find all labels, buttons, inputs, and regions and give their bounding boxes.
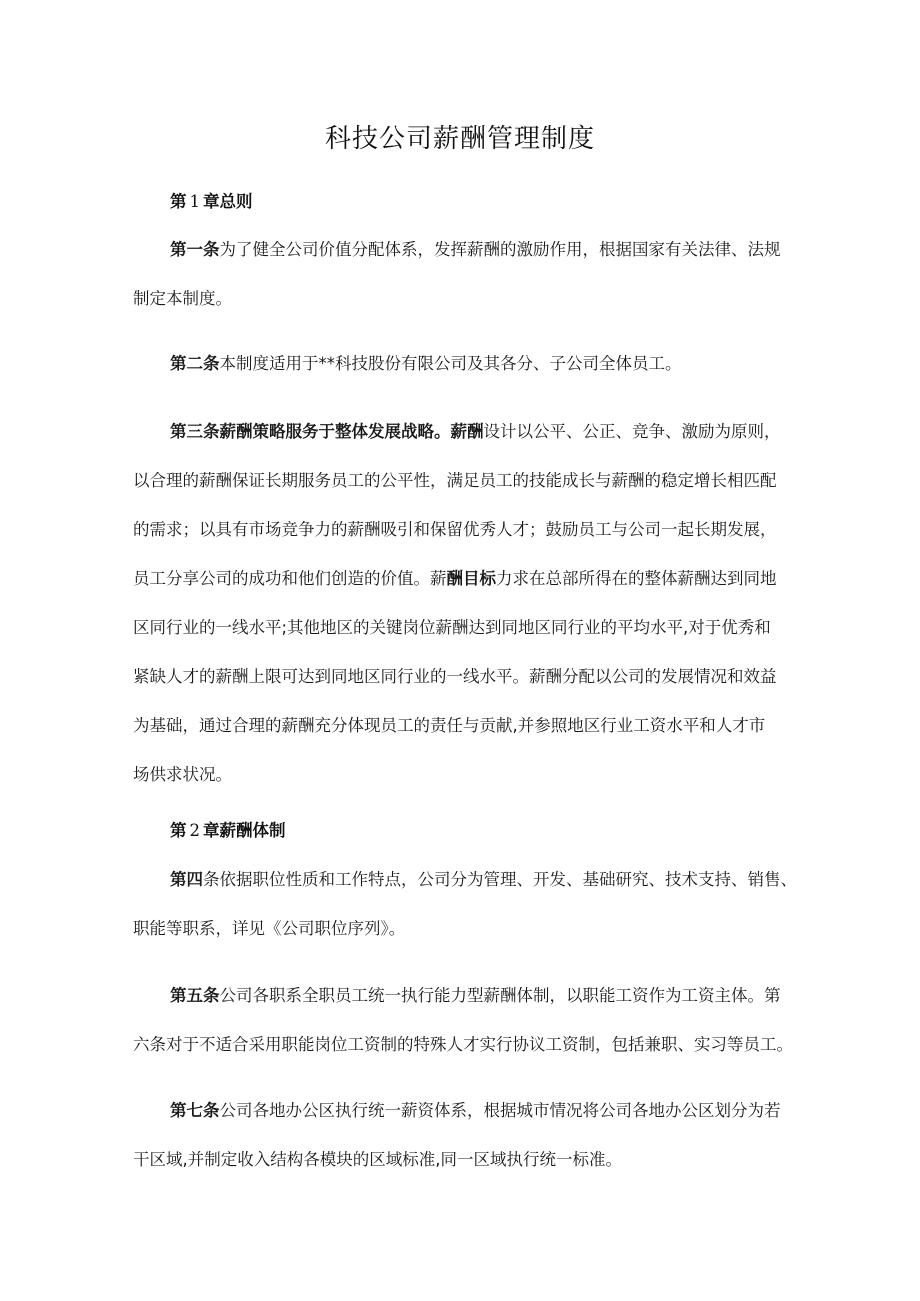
article-3-line-2: 以合理的薪酬保证长期服务员工的公平性，满足员工的技能成长与薪酬的稳定增长相匹配	[133, 471, 777, 490]
article-label: 第三条薪酬策略服务于整体发展战略。薪酬	[170, 422, 484, 441]
article-5-line-2: 六条对于不适合采用职能岗位工资制的特殊人才实行协议工资制，包括兼职、实习等员工。	[133, 1035, 793, 1054]
article-label: 第二条	[170, 354, 220, 373]
article-5-line-1	[170, 984, 781, 1008]
article-label: 第四	[170, 870, 203, 889]
article-2-line-1	[170, 352, 682, 376]
article-3-line-1	[170, 420, 781, 444]
chapter-title: 章总则	[203, 192, 253, 211]
chapter-prefix: 第	[170, 192, 187, 211]
chapter-heading-1	[170, 190, 253, 214]
article-1-line-1	[170, 238, 781, 262]
chapter-title: 章薪酬体制	[203, 821, 286, 840]
article-7-line-2: 干区域,并制定收入结构各模块的区域标准,同一区域执行统一标准。	[133, 1150, 622, 1169]
article-1-line-2: 制定本制度。	[133, 289, 232, 308]
article-4-line-1	[170, 868, 797, 892]
article-text: 为了健全公司价值分配体系，发挥薪酬的激励作用，根据国家有关法律、法规	[219, 240, 781, 259]
article-text: 力求在总部所得在的整体薪酬达到同地	[496, 569, 777, 588]
article-text: 本制度适用于**科技股份有限公司及其各分、子公司全体员工。	[219, 354, 682, 373]
article-text: 公司各职系全职员工统一执行能力型薪酬体制，以职能工资作为工资主体。第	[219, 986, 781, 1005]
chapter-prefix: 第	[170, 821, 187, 840]
article-7-line-1	[170, 1099, 781, 1123]
article-3-line-4	[133, 567, 777, 591]
article-label: 第一条	[170, 240, 220, 259]
article-3-line-7: 为基础，通过合理的薪酬充分体现员工的责任与贡献,并参照地区行业工资水平和人才市	[133, 716, 766, 735]
article-text: 公司各地办公区执行统一薪资体系，根据城市情况将公司各地办公区划分为若	[219, 1101, 781, 1120]
chapter-number: 1	[189, 192, 200, 211]
article-3-line-8: 场供求状况。	[133, 765, 232, 784]
article-4-line-2: 职能等职系，详见《公司职位序列》。	[133, 919, 406, 938]
article-label: 第七条	[170, 1101, 220, 1120]
article-3-line-6: 紧缺人才的薪酬上限可达到同地区同行业的一线水平。薪酬分配以公司的发展情况和效益	[133, 667, 777, 686]
chapter-number: 2	[189, 821, 200, 840]
article-text: 员工分享公司的成功和他们创造的价值。薪	[133, 569, 447, 588]
article-3-line-5: 区同行业的一线水平;其他地区的关键岗位薪酬达到同地区同行业的平均水平,对于优秀和	[133, 618, 771, 637]
article-label: 第五条	[170, 986, 220, 1005]
article-text: 设计以公平、公正、竞争、激励为原则，	[483, 422, 781, 441]
article-emphasis: 酬目标	[446, 569, 496, 588]
chapter-heading-2	[170, 819, 286, 843]
article-3-line-3: 的需求；以具有市场竞争力的薪酬吸引和保留优秀人才；鼓励员工与公司一起长期发展，	[133, 520, 777, 539]
document-title: 科技公司薪酬管理制度	[324, 124, 595, 154]
article-text: 条依据职位性质和工作特点，公司分为管理、开发、基础研究、技术支持、销售、	[203, 870, 797, 889]
